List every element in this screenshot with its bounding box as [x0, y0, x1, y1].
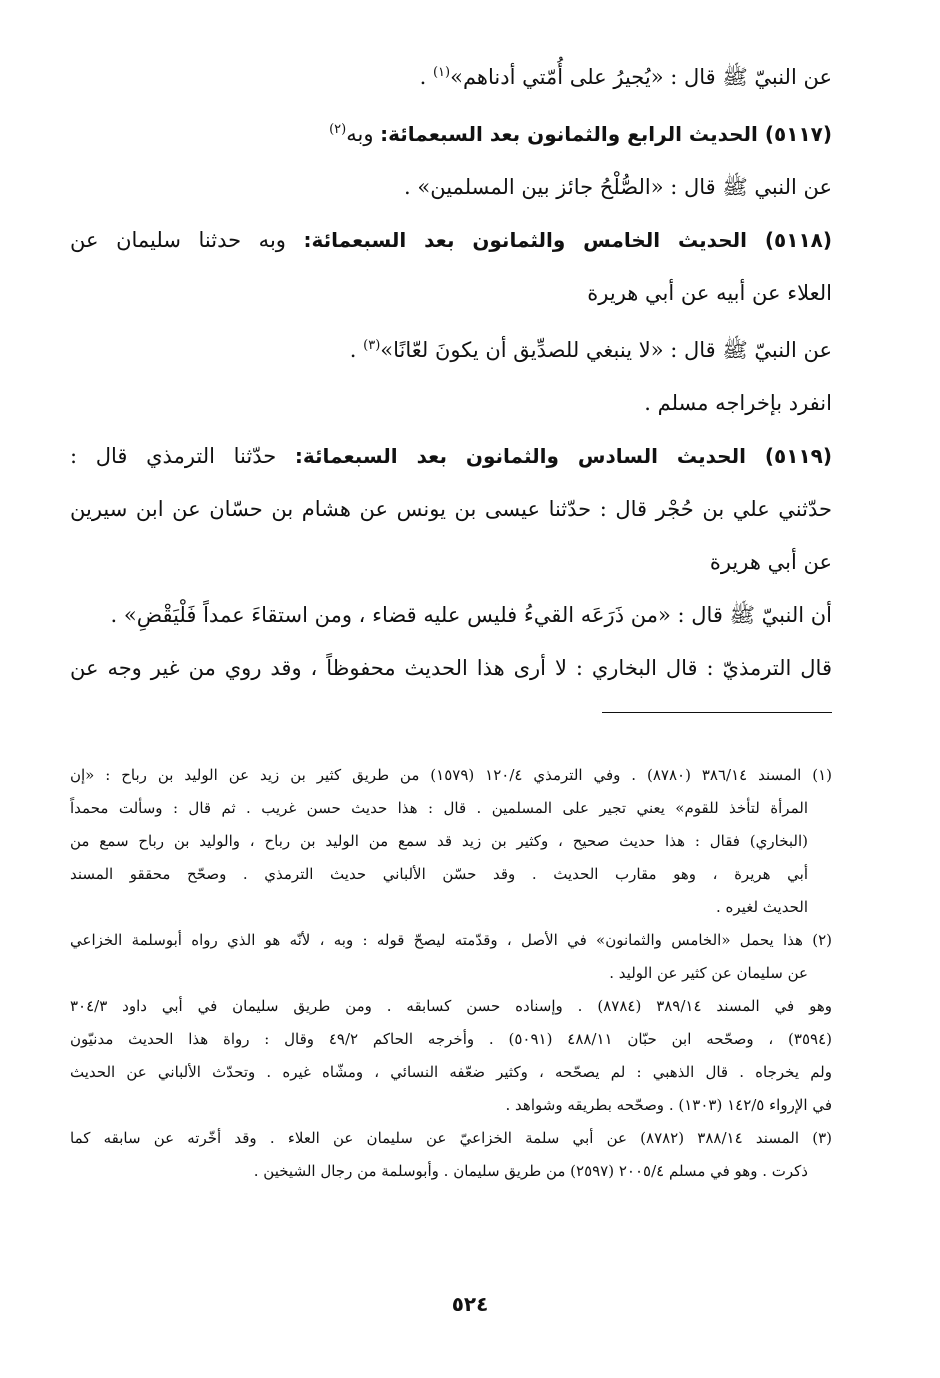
footnote-line: (البخاري) فقال : هذا حديث صحيح ، وكثير بن زيد قد سمع من الوليد بن رباح ، والوليد بن رباح سمع من — [70, 832, 808, 850]
hadith-heading — [70, 441, 832, 471]
footnote-line: عن سليمان عن كثير عن الوليد . — [609, 964, 808, 982]
heading-text: (٥١١٧) الحديث الرابع والثمانون بعد السبعمائة: — [380, 122, 832, 146]
footnote-line: (١) المسند ٣٨٦/١٤ (٨٧٨٠) . وفي الترمذي ١٢٠/٤ (١٥٧٩) من طريق كثير بن زيد عن الوليد بن رباح : «إن — [70, 766, 833, 784]
footnote-separator — [602, 712, 832, 713]
text-line: عن أبي هريرة — [709, 550, 832, 574]
heading-rest: حدّثنا الترمذي قال : — [70, 444, 295, 468]
text-line: أن النبيّ ﷺ قال : «من ذَرَعَه القيءُ فليس عليه قضاء ، ومن استقاءَ عمداً فَلْيَقْضِ» . — [110, 603, 832, 627]
footnote-line: ولم يخرجاه . قال الذهبي : لم يصحّحه ، وكثير ضعّفه النسائي ، ومشّاه غيره . وتحدّث الألباني عن الحديث — [70, 1063, 832, 1081]
hadith-text: عن النبيّ ﷺ قال : «لا ينبغي للصدِّيق أن يكونَ لعّانًا» — [380, 338, 832, 362]
page-number: ٥٢٤ — [451, 1292, 489, 1316]
footnote-line: وهو في المسند ٣٨٩/١٤ (٨٧٨٤) . وإسناده حسن كسابقه . ومن طريق سليمان في أبي داود ٣٠٤/٣ — [70, 997, 832, 1015]
heading-text: (٥١١٩) الحديث السادس والثمانون بعد السبعمائة: — [294, 444, 833, 468]
footnotes — [70, 760, 832, 1189]
hadith-text: عن النبيّ ﷺ قال : «يُجيرُ على أُمّتي أدناهم» — [450, 65, 832, 89]
footnote-line: الحديث لغيره . — [716, 898, 808, 916]
punctuation: . — [419, 65, 433, 89]
footnote-line: أبي هريرة ، وهو مقارب الحديث . وقد حسّن الألباني حديث الترمذي . وصحّح محققو المسند — [70, 865, 808, 883]
text-line — [70, 331, 832, 365]
text-line: انفرد بإخراجه مسلم . — [644, 391, 832, 415]
text-line: حدّثني علي بن حُجْر قال : حدّثنا عيسى بن يونس عن هشام بن حسّان عن ابن سيرين — [70, 497, 832, 521]
footnote-line: (٣) المسند ٣٨٨/١٤ (٨٧٨٢) عن أبي سلمة الخزاعيّ عن سليمان عن العلاء . وقد أخّرته عن سابقه كما — [70, 1129, 832, 1147]
heading-text: (٥١١٨) الحديث الخامس والثمانون بعد السبعمائة: — [303, 228, 832, 252]
text-line: قال الترمذيّ : قال البخاري : لا أرى هذا الحديث محفوظاً ، وقد روي من غير وجه عن — [70, 656, 832, 680]
text-line: عن النبي ﷺ قال : «الصُّلْحُ جائز بين المسلمين» . — [404, 175, 832, 199]
footnote-line: ذكرت . وهو في مسلم ٢٠٠٥/٤ (٢٥٩٧) من طريق سليمان . وأبوسلمة من رجال الشيخين . — [253, 1162, 808, 1180]
main-text — [70, 58, 832, 683]
hadith-heading — [70, 225, 832, 255]
hadith-heading — [70, 115, 832, 149]
footnote-line: (٢) هذا يحمل «الخامس والثمانون» في الأصل ، وقدّمته ليصحّ قوله : وبه ، لأنّه هو الذي رواه أبوسلمة الخزاعي — [70, 931, 832, 949]
footnote-line: المرأة لتأخذ للقوم» يعني تجير على المسلمين . قال : هذا حديث حسن غريب . ثم قال : وسألت محمداً — [70, 799, 808, 817]
footnote-ref: (١) — [432, 65, 451, 80]
heading-rest: وبه حدثنا سليمان عن — [70, 228, 304, 252]
text-line — [70, 58, 832, 92]
footnote-line: في الإرواء ١٤٢/٥ (١٣٠٣) . وصحّحه بطريقه وشواهد . — [505, 1096, 832, 1114]
text-line: العلاء عن أبيه عن أبي هريرة — [587, 281, 832, 305]
footnote-ref: (٣) — [363, 338, 381, 353]
punctuation: . — [349, 338, 364, 362]
footnote-line: (٣٥٩٤) ، وصحّحه ابن حبّان ٤٨٨/١١ (٥٠٩١) . وأخرجه الحاكم ٤٩/٢ وقال : رواة هذا الحديث مدنيّون — [70, 1030, 832, 1048]
heading-rest: وبه — [346, 122, 381, 146]
footnote-ref: (٢) — [329, 122, 347, 137]
